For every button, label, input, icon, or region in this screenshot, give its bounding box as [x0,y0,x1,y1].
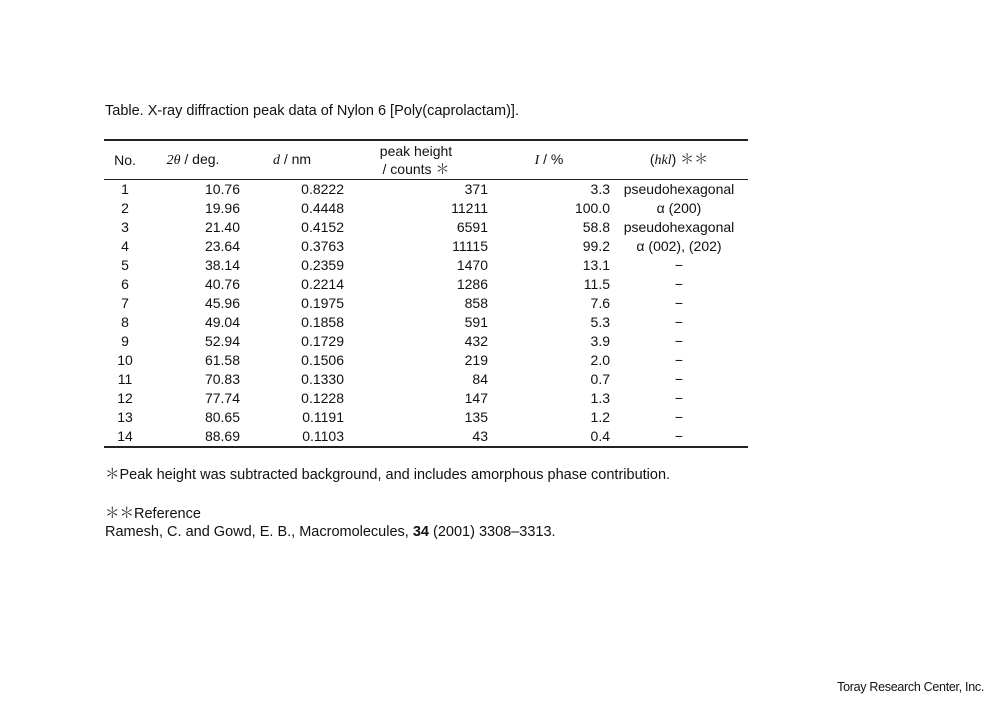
cell-two-theta: 45.96 [204,295,240,311]
table-row [104,218,748,237]
table-row [104,370,748,389]
table-body [104,180,748,448]
cell-peak-height: 11211 [451,200,488,216]
cell-intensity: 1.3 [590,390,610,406]
cell-peak-height: 371 [464,181,488,197]
cell-hkl: − [674,428,684,444]
cell-no: 7 [121,295,129,311]
cell-intensity: 3.3 [590,181,610,197]
reference-authors: Ramesh, C. and Gowd, E. B., Macromolecules, [105,524,413,540]
cell-d-spacing: 0.3763 [301,238,344,254]
col-header-two-theta [146,140,240,180]
cell-hkl: pseudohexagonal [623,181,735,197]
cell-d-spacing: 0.1330 [301,371,344,387]
table-row [104,389,748,408]
cell-no: 5 [121,257,129,273]
cell-two-theta: 21.40 [204,219,240,235]
brand-logo-text: Toray Research Center, Inc. [837,680,984,694]
table-row [104,332,748,351]
table-caption: Table. X-ray diffraction peak data of Nylon 6 [Poly(caprolactam)]. [105,103,519,119]
cell-no: 12 [117,390,133,406]
cell-two-theta: 52.94 [204,333,240,349]
cell-no: 14 [117,428,133,444]
peak-header-line2: / counts ＊ [382,161,450,177]
cell-two-theta: 88.69 [204,428,240,444]
col-header-d [240,140,344,180]
reference-volume: 34 [412,524,429,540]
cell-hkl: − [674,409,684,425]
cell-peak-height: 84 [472,371,488,387]
cell-no: 3 [121,219,129,235]
cell-hkl: α (200) [656,200,702,216]
table-row [104,199,748,218]
d-symbol: d [272,153,280,168]
cell-intensity: 1.2 [590,409,610,425]
cell-peak-height: 11115 [452,238,488,254]
cell-no: 6 [121,276,129,292]
table-row [104,256,748,275]
footnote-peak-height: ＊Peak height was subtracted background, and includes amorphous phase contribution. [105,467,671,483]
cell-intensity: 0.7 [590,371,610,387]
cell-peak-height: 43 [472,428,488,444]
reference-citation [105,524,556,540]
cell-two-theta: 61.58 [204,352,240,368]
cell-d-spacing: 0.8222 [301,181,344,197]
table-header-row [104,140,748,180]
cell-hkl: − [674,352,684,368]
cell-d-spacing: 0.1228 [301,390,344,406]
cell-hkl: − [674,314,684,330]
d-unit: / nm [283,151,312,167]
cell-peak-height: 6591 [456,219,488,235]
peak-header-line1: peak height [379,143,453,159]
cell-intensity: 99.2 [582,238,610,254]
cell-two-theta: 80.65 [204,409,240,425]
cell-hkl: pseudohexagonal [623,219,735,235]
cell-two-theta: 23.64 [204,238,240,254]
intensity-unit: / % [543,151,564,167]
cell-no: 4 [121,238,129,254]
cell-intensity: 0.4 [590,428,610,444]
hkl-symbol: hkl [654,153,672,168]
reference-rest: (2001) 3308–3313. [428,524,556,540]
intensity-symbol: I [534,153,540,168]
cell-intensity: 11.5 [583,276,610,292]
two-theta-unit: / deg. [184,151,220,167]
hkl-open: ( [649,151,655,167]
col-header-hkl [610,140,748,180]
cell-hkl: − [674,276,684,292]
cell-two-theta: 70.83 [204,371,240,387]
cell-hkl: − [674,371,684,387]
cell-hkl: α (002), (202) [636,238,722,254]
cell-two-theta: 49.04 [204,314,240,330]
table-row [104,313,748,332]
cell-intensity: 5.3 [590,314,610,330]
xrd-peak-table [104,139,748,448]
cell-d-spacing: 0.2214 [301,276,344,292]
cell-d-spacing: 0.1858 [301,314,344,330]
cell-peak-height: 1470 [456,257,488,273]
col-header-peak-height [344,140,488,180]
cell-d-spacing: 0.1506 [301,352,344,368]
cell-peak-height: 858 [464,295,488,311]
table-row [104,237,748,256]
cell-no: 10 [117,352,133,368]
cell-intensity: 7.6 [590,295,610,311]
reference-heading: ＊＊Reference [105,506,201,522]
cell-peak-height: 135 [464,409,488,425]
cell-d-spacing: 0.4448 [301,200,344,216]
cell-d-spacing: 0.2359 [301,257,344,273]
table-row [104,275,748,294]
cell-no: 13 [117,409,133,425]
hkl-close: ) ＊＊ [671,151,709,167]
cell-d-spacing: 0.1191 [302,409,344,425]
col-header-intensity [488,140,610,180]
cell-no: 8 [121,314,129,330]
cell-intensity: 100.0 [574,200,610,216]
cell-two-theta: 40.76 [204,276,240,292]
cell-peak-height: 219 [464,352,488,368]
table-row [104,408,748,427]
cell-hkl: − [674,257,684,273]
cell-no: 2 [121,200,129,216]
cell-d-spacing: 0.1103 [302,428,344,444]
cell-hkl: − [674,333,684,349]
cell-no: 11 [117,371,133,387]
cell-intensity: 13.1 [582,257,610,273]
cell-no: 9 [121,333,129,349]
cell-intensity: 2.0 [590,352,610,368]
cell-two-theta: 19.96 [204,200,240,216]
table-row [104,351,748,370]
table-row [104,294,748,313]
cell-d-spacing: 0.1729 [301,333,344,349]
cell-d-spacing: 0.1975 [301,295,344,311]
cell-peak-height: 147 [464,390,488,406]
cell-intensity: 58.8 [582,219,610,235]
two-theta-symbol: 2θ [166,153,181,168]
cell-peak-height: 432 [464,333,488,349]
cell-peak-height: 591 [464,314,488,330]
col-header-no: No. [114,152,136,168]
cell-two-theta: 38.14 [204,257,240,273]
cell-no: 1 [121,181,129,197]
cell-hkl: − [674,295,684,311]
cell-peak-height: 1286 [456,276,488,292]
cell-two-theta: 77.74 [204,390,240,406]
table-row [104,180,748,200]
cell-two-theta: 10.76 [204,181,240,197]
cell-d-spacing: 0.4152 [301,219,344,235]
cell-hkl: − [674,390,684,406]
cell-intensity: 3.9 [590,333,610,349]
table-row [104,427,748,447]
